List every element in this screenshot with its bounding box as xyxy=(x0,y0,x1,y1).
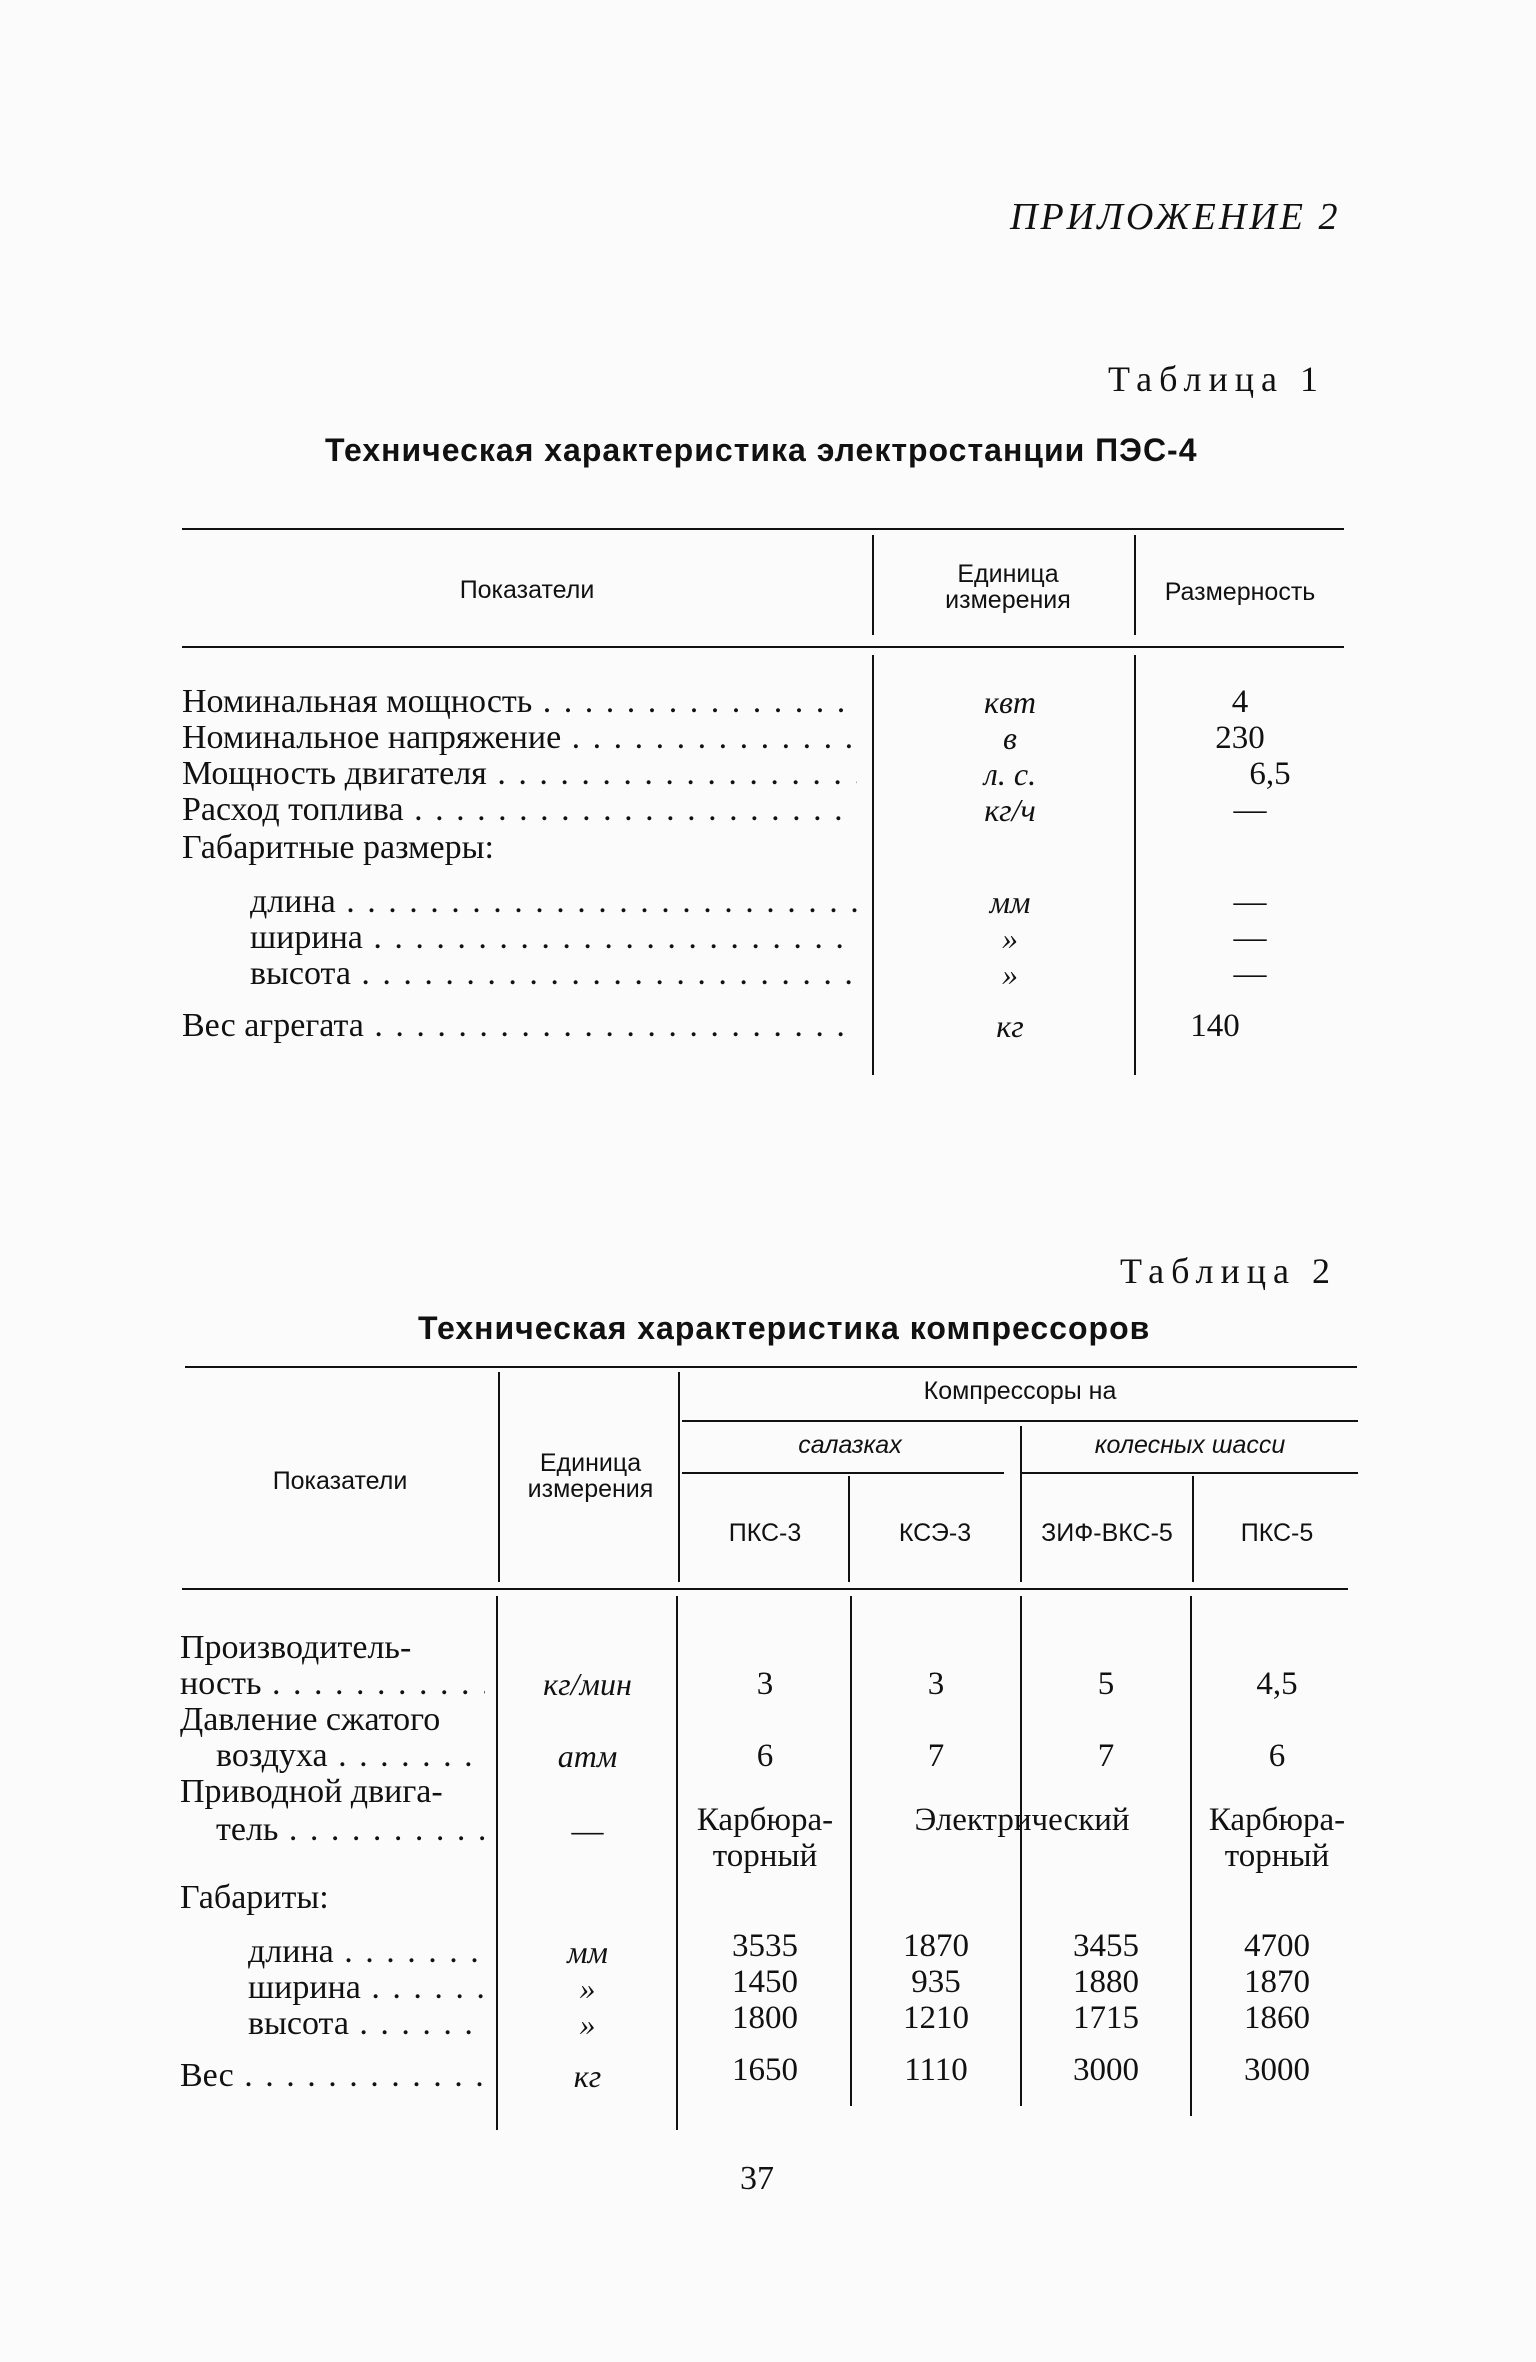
table-cell: 4,5 xyxy=(1256,1666,1298,1702)
page-number: 37 xyxy=(740,2160,774,2197)
table-row-value: 6,5 xyxy=(1249,756,1291,792)
table2-header-sub2: колесных шасси xyxy=(1094,1431,1286,1459)
table-cell: 935 xyxy=(911,1964,961,2000)
table-row-unit: кг/ч xyxy=(984,792,1036,828)
table-cell: 3 xyxy=(756,1666,774,1702)
table-row-label: Номинальная мощность . . . xyxy=(182,684,857,720)
table2-label: Таблица 2 xyxy=(1120,1251,1337,1291)
table-row-unit: в xyxy=(1003,720,1017,756)
table-cell: 1650 xyxy=(732,2052,798,2088)
table-row-value: — xyxy=(1233,884,1267,920)
table-row-unit: » xyxy=(579,2006,596,2042)
table-row-label: высота . . . xyxy=(250,956,857,992)
table2-header-model: ЗИФ-ВКС-5 xyxy=(1041,1519,1173,1547)
table2-sub-rule xyxy=(1022,1472,1358,1474)
table2-sub-rule xyxy=(682,1472,1004,1474)
table1-title: Техническая характеристика электростанции ПЭС-4 xyxy=(325,432,1198,468)
table-cell: торный xyxy=(712,1838,818,1874)
table2-title: Техническая характеристика компрессоров xyxy=(418,1310,1151,1346)
table2-header-unit: Единица измерения xyxy=(527,1449,654,1503)
table-row-label: длина . . . xyxy=(248,1934,485,1970)
table-row-label: Расход топлива . . . xyxy=(182,792,857,828)
table-cell: 3455 xyxy=(1073,1928,1139,1964)
table-cell: 5 xyxy=(1097,1666,1115,1702)
table-cell: 1870 xyxy=(903,1928,969,1964)
table-row-label: длина . . . xyxy=(250,884,857,920)
table-row-label: тель . . . xyxy=(216,1812,485,1848)
table-row-unit: мм xyxy=(567,1934,608,1970)
table-row-label: Мощность двигателя . . . xyxy=(182,756,857,792)
table-row-label: Приводной двига- xyxy=(180,1773,443,1810)
table-row-label: ность . . . xyxy=(180,1666,485,1702)
table2-divider xyxy=(678,1372,680,1582)
table1-header-indicator: Показатели xyxy=(459,576,595,604)
table-cell: 7 xyxy=(1097,1738,1115,1774)
table-row-label: высота . . . xyxy=(248,2006,485,2042)
table-row-label: Вес агрегата . . . xyxy=(182,1008,857,1044)
table-row-unit: мм xyxy=(989,884,1031,920)
table2-header-model: КСЭ-3 xyxy=(898,1519,972,1547)
table-cell: 7 xyxy=(927,1738,945,1774)
table-row-unit: » xyxy=(1002,956,1018,992)
table-cell: 3 xyxy=(927,1666,945,1702)
table-cell: 3000 xyxy=(1244,2052,1310,2088)
table2-header-group: Компрессоры на xyxy=(923,1377,1117,1405)
table-row-value: 230 xyxy=(1215,720,1265,756)
table-row-label: ширина . . . xyxy=(248,1970,485,2006)
table-cell: 4700 xyxy=(1244,1928,1310,1964)
table2-divider xyxy=(676,1596,678,2130)
table1-header-rule xyxy=(182,646,1344,648)
table-row-value: 4 xyxy=(1231,684,1249,720)
table-cell: 6 xyxy=(756,1738,774,1774)
table-row-unit: кг xyxy=(996,1008,1024,1044)
table-cell: 1870 xyxy=(1244,1964,1310,2000)
table-row-unit: » xyxy=(579,1970,596,2006)
table2-divider xyxy=(498,1372,500,1582)
table-cell: 1880 xyxy=(1073,1964,1139,2000)
table-row-label: Давление сжатого xyxy=(180,1701,441,1738)
table1-header-unit: Единица измерения xyxy=(945,560,1071,614)
table-row-label: Производитель- xyxy=(180,1629,412,1666)
table1-divider xyxy=(1134,535,1136,635)
table2-header-sub1: салазках xyxy=(798,1431,902,1459)
table-cell: торный xyxy=(1224,1838,1330,1874)
table-row-unit: кг xyxy=(573,2058,602,2094)
table1-top-rule xyxy=(182,528,1344,530)
table-row-unit: квт xyxy=(984,684,1036,720)
table2-header-rule xyxy=(182,1588,1348,1590)
table1-header-value: Размерность xyxy=(1164,578,1316,606)
table-row-label: Габариты: xyxy=(180,1879,329,1916)
table1-label: Таблица 1 xyxy=(1108,359,1325,399)
table2-group-rule xyxy=(682,1420,1358,1422)
table-row-value: — xyxy=(1233,792,1267,828)
table-row-label: воздуха . . . xyxy=(216,1738,485,1774)
table1-divider xyxy=(872,535,874,635)
table1-divider xyxy=(872,655,874,1075)
table-cell: 6 xyxy=(1268,1738,1286,1774)
table-row-unit: атм xyxy=(557,1738,618,1774)
table-cell: 3535 xyxy=(732,1928,798,1964)
table-row-value: 140 xyxy=(1190,1008,1240,1044)
table2-header-indicator: Показатели xyxy=(272,1467,408,1495)
table-row-label: Вес . . . xyxy=(180,2058,485,2094)
table2-header-model: ПКС-5 xyxy=(1240,1519,1314,1547)
table-cell: 1715 xyxy=(1073,2000,1139,2036)
table-cell: 1800 xyxy=(732,2000,798,2036)
table-row-label: Номинальное напряжение . . . xyxy=(182,720,857,756)
table-cell: Электрический xyxy=(914,1802,1130,1838)
table-cell: 3000 xyxy=(1073,2052,1139,2088)
appendix-heading: ПРИЛОЖЕНИЕ 2 xyxy=(1010,196,1341,238)
table-row-unit: » xyxy=(1002,920,1018,956)
table-cell: 1450 xyxy=(732,1964,798,2000)
table-row-value: — xyxy=(1233,920,1267,956)
table-row-unit: кг/мин xyxy=(543,1666,632,1702)
table-cell: Карбюра- xyxy=(696,1802,834,1838)
table-row-value: — xyxy=(1233,956,1267,992)
table-cell: 1210 xyxy=(903,2000,969,2036)
table2-top-rule xyxy=(185,1366,1357,1368)
table-row-label: ширина . . . xyxy=(250,920,857,956)
table-cell: 1110 xyxy=(904,2052,968,2088)
table2-header-model: ПКС-3 xyxy=(728,1519,802,1547)
table-cell: 1860 xyxy=(1244,2000,1310,2036)
table-row-label: Габаритные размеры: xyxy=(182,829,494,866)
table2-divider xyxy=(496,1596,498,2130)
table-row-unit: л. с. xyxy=(983,756,1037,792)
table-cell: Карбюра- xyxy=(1208,1802,1346,1838)
table-row-unit: — xyxy=(571,1812,604,1848)
table2-divider xyxy=(1190,1596,1192,2116)
